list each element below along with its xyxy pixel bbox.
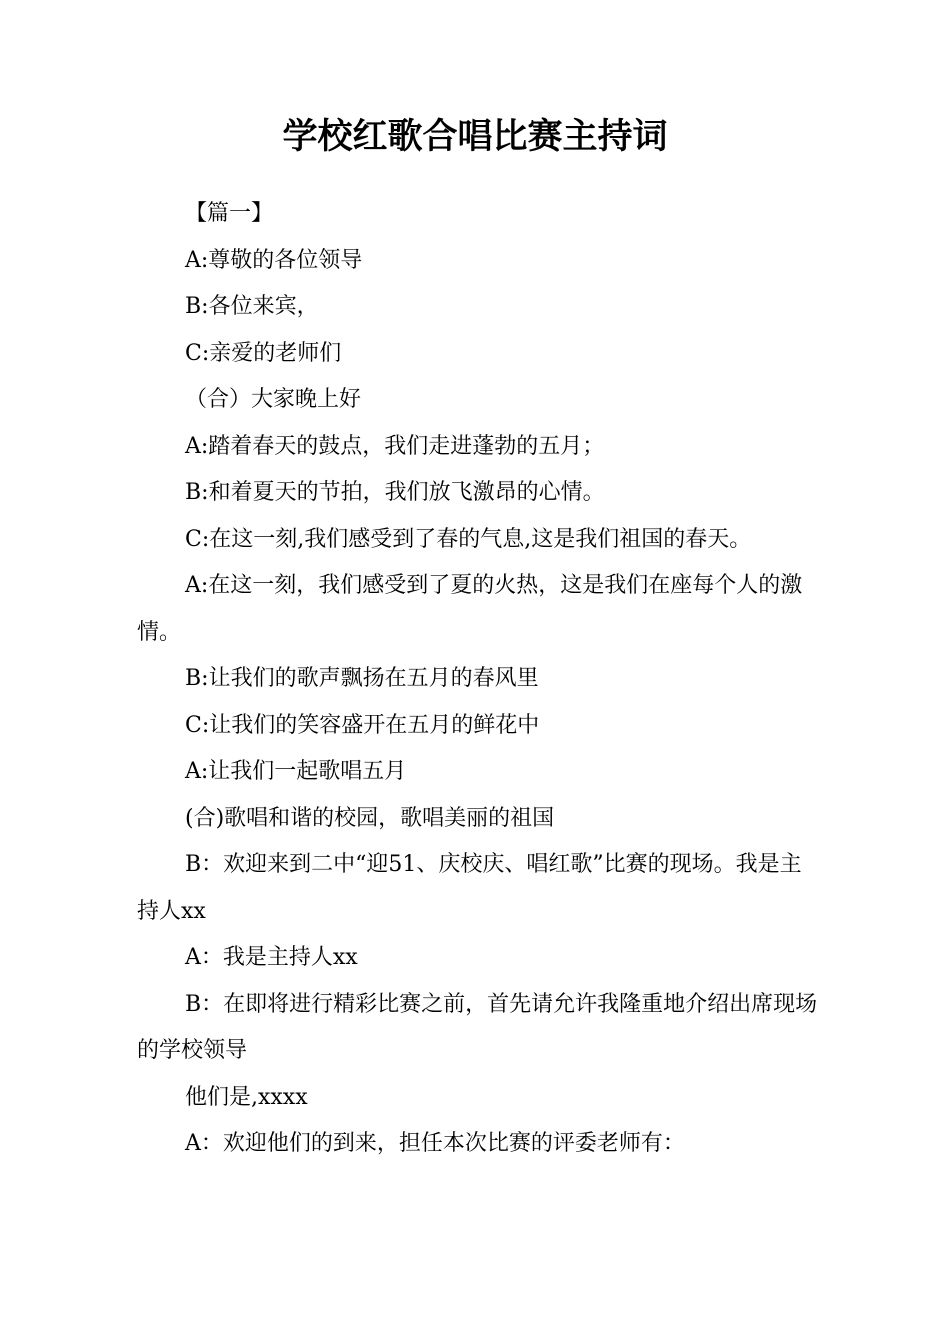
paragraph: A:在这一刻，我们感受到了夏的火热，这是我们在座每个人的激情。 xyxy=(137,573,803,645)
paragraph: A：欢迎他们的到来，担任本次比赛的评委老师有： xyxy=(185,1131,685,1156)
paragraph: C:让我们的笑容盛开在五月的鲜花中 xyxy=(185,712,540,738)
document-body xyxy=(137,191,823,1168)
paragraph: C:亲爱的老师们 xyxy=(185,340,342,366)
paragraph: A:尊敬的各位领导 xyxy=(185,247,363,273)
paragraph: A:让我们一起歌唱五月 xyxy=(185,759,407,784)
paragraph: C:在这一刻,我们感受到了春的气息,这是我们祖国的春天。 xyxy=(185,526,752,552)
paragraph: B:和着夏天的节拍，我们放飞激昂的心情。 xyxy=(185,480,605,505)
document-title: 学校红歌合唱比赛主持词 xyxy=(282,117,668,157)
paragraph: A:踏着春天的鼓点，我们走进蓬勃的五月； xyxy=(185,433,605,459)
paragraph: 他们是,xxxx xyxy=(185,1084,308,1110)
paragraph: （合）大家晚上好 xyxy=(185,387,362,412)
paragraph: B：欢迎来到二中“迎51、庆校庆、唱红歌”比赛的现场。我是主持人xx xyxy=(137,852,802,924)
paragraph: B：在即将进行精彩比赛之前，首先请允许我隆重地介绍出席现场的学校领导 xyxy=(137,991,818,1063)
paragraph: B:让我们的歌声飘扬在五月的春风里 xyxy=(185,666,539,691)
paragraph: (合)歌唱和谐的校园，歌唱美丽的祖国 xyxy=(185,805,555,831)
paragraph: A：我是主持人xx xyxy=(185,945,358,970)
paragraph: B:各位来宾， xyxy=(185,294,319,319)
paragraph-section-heading: 【篇一】 xyxy=(185,201,274,226)
